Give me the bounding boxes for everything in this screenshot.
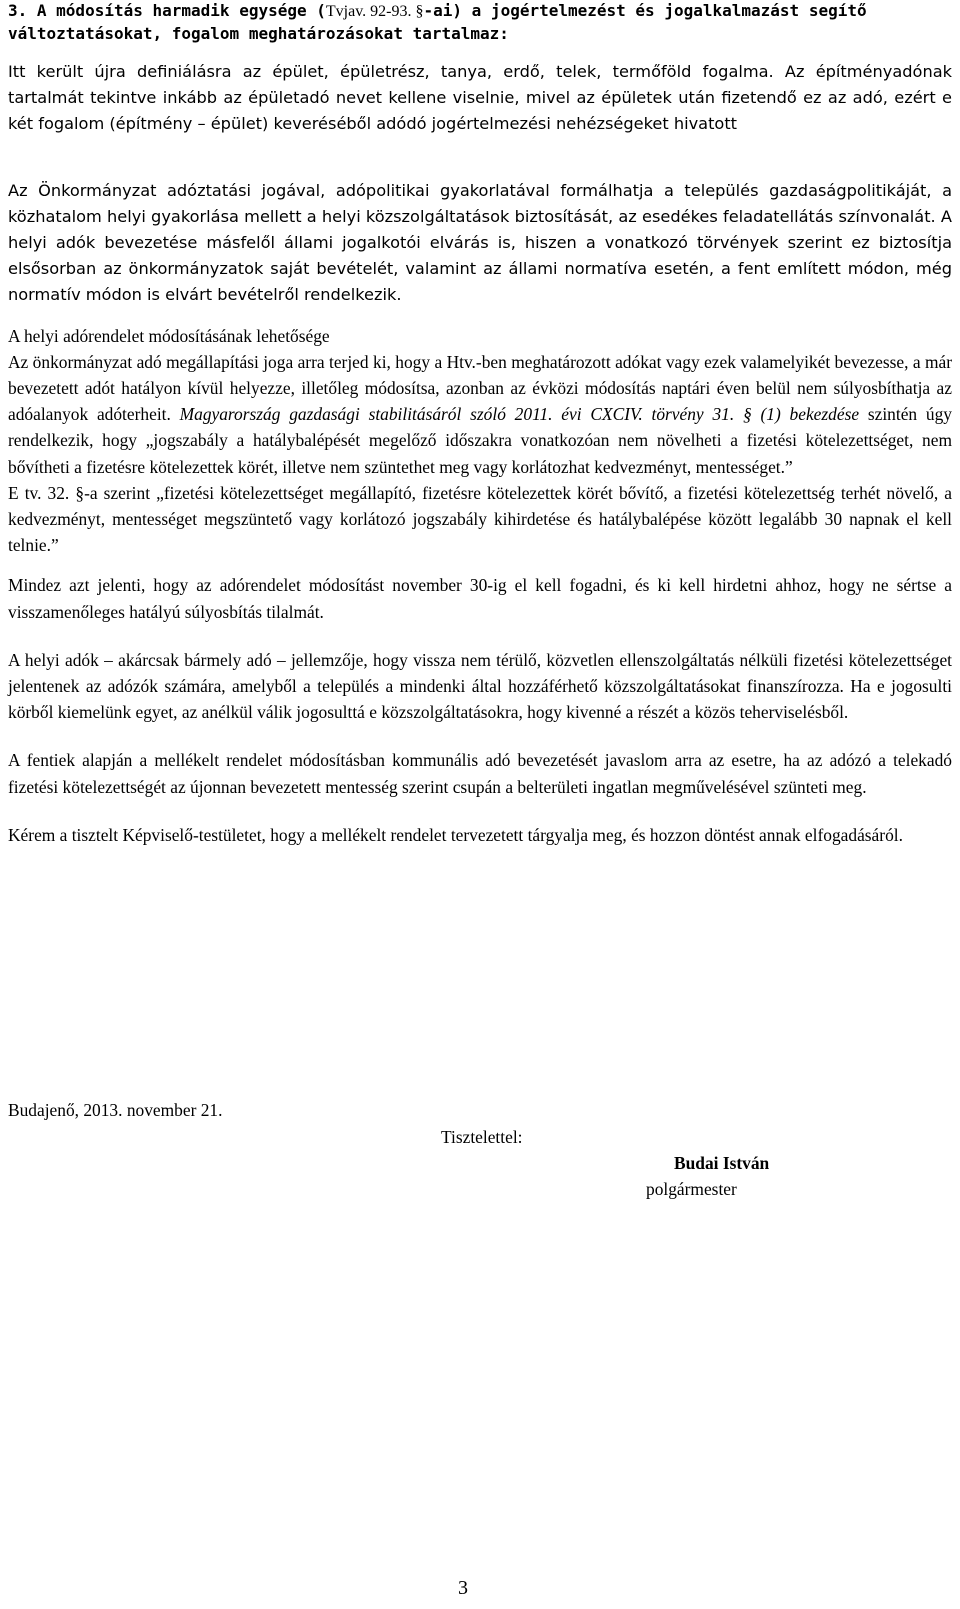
signer-name: Budai István — [674, 1153, 770, 1173]
paragraph-amendment-body — [8, 349, 952, 480]
heading-line-1-a: 3. A módosítás harmadik egysége ( — [8, 1, 326, 20]
amendment-text-b: szintén úgy rendelkezik, hogy „jogszabály a hatálybalépését megelőző időszakra vonatkozóan nem növelheti a fizetési kötelezettséget, nem bővítheti a fizetésre kötelezettek körét, illetve nem szüntethet meg vagy korlátozhat kedvezményt, mentességet.” — [8, 404, 952, 477]
paragraph-request: Kérem a tisztelt Képviselő-testületet, hogy a mellékelt rendelet tervezetett tárgyalja meg, és hozzon döntést annak elfogadásáról. — [8, 824, 903, 845]
heading-line-2: változtatásokat, fogalom meghatározásokat tartalmaz: — [8, 24, 509, 43]
paragraph-tax-policy: Az Önkormányzat adóztatási jogával, adópolitikai gyakorlatával formálhatja a település gazdaságpolitikáját, a közhatalom helyi gyakorlása mellett a helyi közszolgáltatások biztosítását, az esedékes feladatellátás színvonalát. A helyi adók bevezetése másfelől állami jogalkotói elvárás is, hiszen a vonatkozó törvények szerint ez biztosítja elsősorban az önkormányzatok saját bevételét, valamint az állami normatíva esetén, a fent említett módon, még normatív módon is elvárt bevételről rendelkezik. — [8, 180, 952, 305]
amendment-text-a: Az önkormányzat adó megállapítási joga arra terjed ki, hogy a Htv.-ben meghatározott adókat vagy ezek valamelyikét bevezesse, a már bevezetett adót hatályon kívül helyezze, illetőleg módosítsa, azonban az évközi módosítás naptári éven belül nem súlyosbíthatja az adóalanyok adóterheit. — [8, 351, 952, 425]
paragraph-definitions: Itt került újra definiálásra az épület, épületrész, tanya, erdő, telek, termőföld fogalma. Az építményadónak tartalmát tekintve inkább az épületadó nevet kellene viselnie, mivel az épületek után fizetendő ez az adó, ezért e két fogalom (építmény – épület) keveréséből adódó jogértelmezési nehézségeket hivatott — [8, 62, 952, 134]
heading-line-1 — [8, 0, 952, 23]
paragraph-amendment-32: E tv. 32. §-a szerint „fizetési kötelezettséget megállapító, fizetésre kötelezettek körét bővítő, a fizetési kötelezettség terhét növelő, a kedvezményt, mentességet megszüntető vagy korlátozó jogszabály kihirdetése és hatálybalépése között legalább 30 napnak el kell telnie.” — [8, 482, 952, 556]
closing-greeting: Tisztelettel: — [441, 1127, 523, 1147]
closing-date: Budajenő, 2013. november 21. — [8, 1100, 223, 1120]
paragraph-proposal: A fentiek alapján a mellékelt rendelet módosításban kommunális adó bevezetését javaslom arra az esetre, ha az adózó a telekadó fizetési kötelezettségét az újonnan bevezetett mentesség szerint csupán a belterületi ingatlan megművelésével szünteti meg. — [8, 750, 952, 797]
section-heading — [8, 0, 952, 45]
paragraph-deadline: Mindez azt jelenti, hogy az adórendelet módosítást november 30-ig el kell fogadni, és ki kell hirdetni ahhoz, hogy ne sértse a visszamenőleges hatályú súlyosbítás tilalmát. — [8, 575, 952, 622]
heading-line-1-c: -ai) a jogértelmezést és jogalkalmazást segítő — [423, 1, 867, 20]
paragraph-local-taxes: A helyi adók – akárcsak bármely adó – jellemzője, hogy vissza nem térülő, közvetlen ellenszolgáltatás nélküli fizetési kötelezettséget jelentenek az adózók számára, amelyből a település a mindenki által hozzáférhető közszolgáltatásokat finanszírozza. Ha e jogosulti körből kiemelünk egyet, az anélkül válik jogosulttá e közszolgáltatásokra, hogy kivenné a részét a közös teherviselésből. — [8, 649, 952, 723]
document-page — [8, 0, 952, 1199]
signer-title: polgármester — [646, 1179, 737, 1199]
page-number: 3 — [458, 1577, 468, 1599]
paragraph-amendment-title: A helyi adórendelet módosításának lehetősége — [8, 325, 330, 346]
amendment-law-reference: Magyarország gazdasági stabilitásáról szóló 2011. évi CXCIV. törvény 31. § (1) bekezdése — [179, 404, 860, 425]
heading-line-1-ref: Tvjav. 92-93. § — [325, 3, 424, 20]
